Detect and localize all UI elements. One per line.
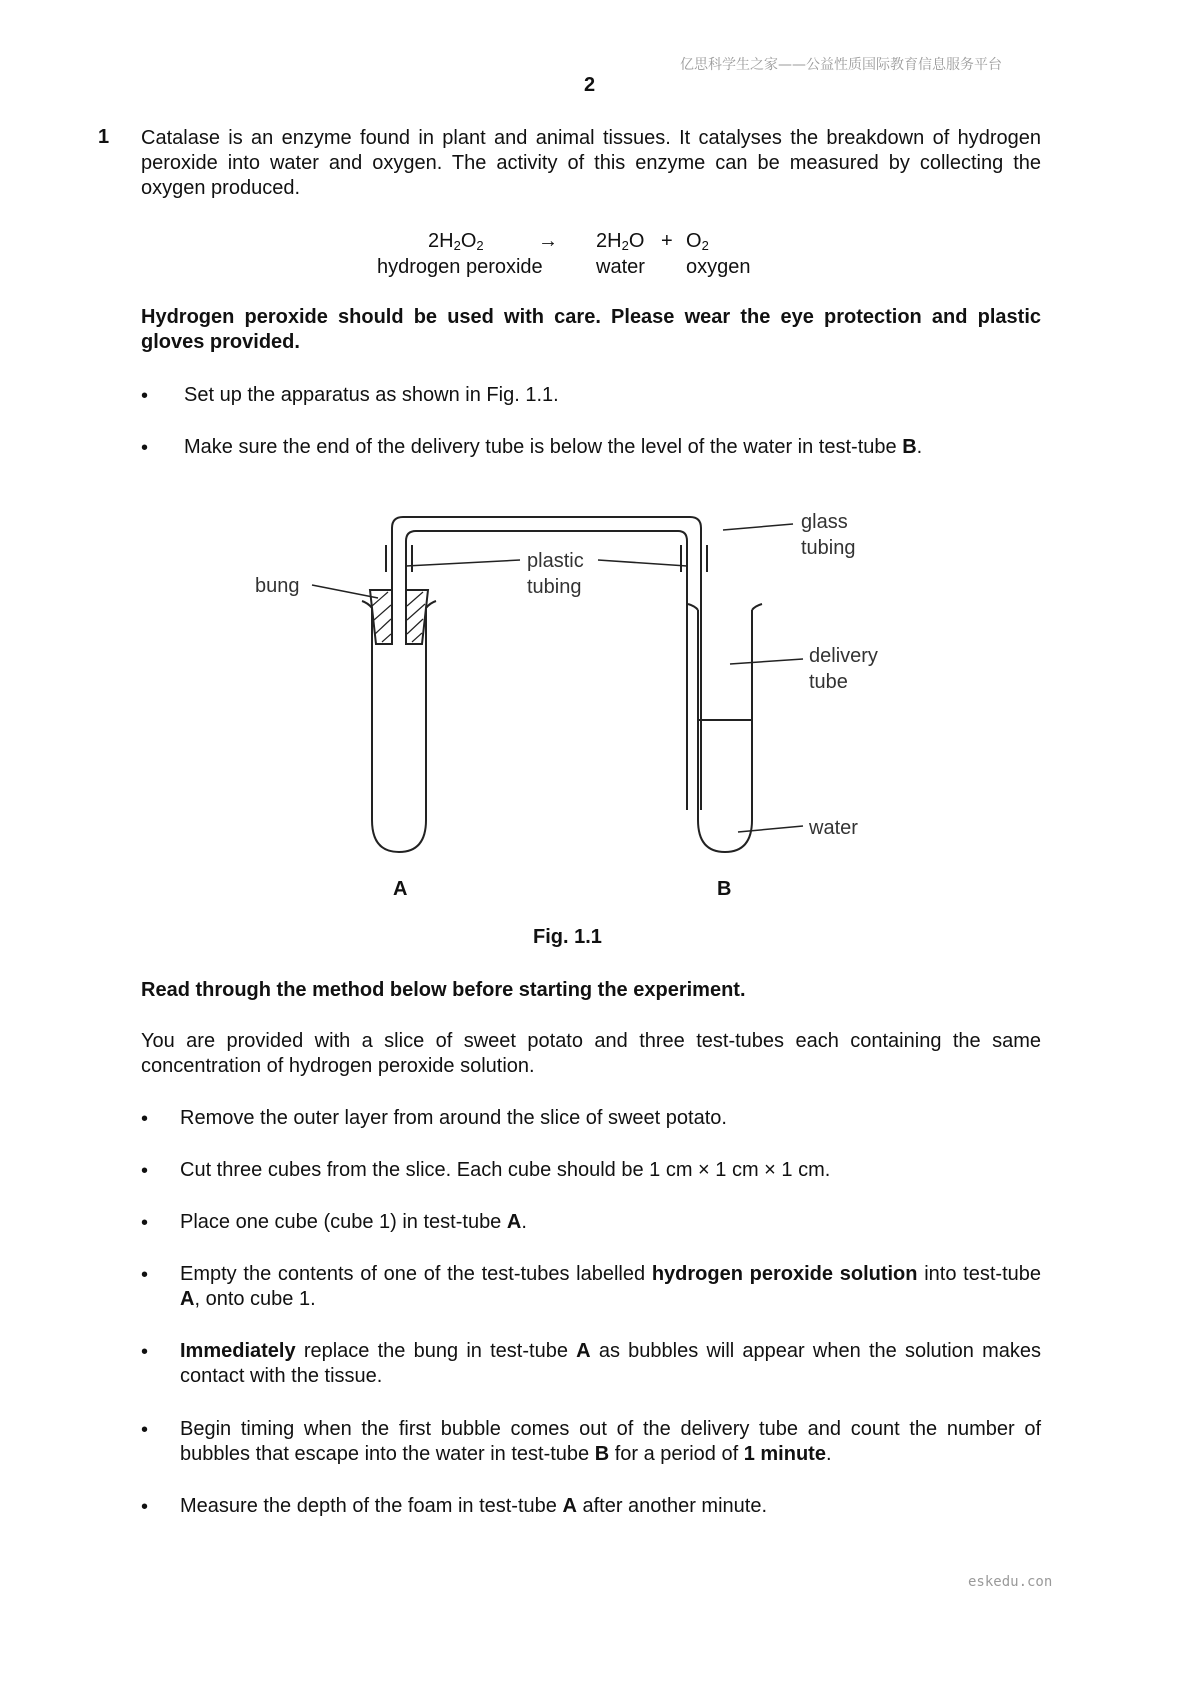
label-glass-tubing: glass tubing (801, 511, 856, 559)
method-step-2: Cut three cubes from the slice. Each cube should be 1 cm × 1 cm × 1 cm. (180, 1159, 831, 1181)
safety-warning: Hydrogen peroxide should be used with care. Please wear the eye protection and plastic gloves provided. (141, 306, 1041, 353)
method-step-6: Begin timing when the first bubble comes out of the delivery tube and count the number of bubbles that escape into the water in test-tube B for a period of 1 minute. (180, 1418, 1041, 1465)
label-plastic-tubing: plastic tubing (527, 550, 584, 598)
equation-name-water: water (596, 256, 645, 278)
equation-reactant: $2H_2O_2$ (428, 230, 484, 253)
materials-provided: You are provided with a slice of sweet potato and three test-tubes each containing the same concentration of hydrogen peroxide solution. (141, 1030, 1041, 1077)
figure-caption: Fig. 1.1 (533, 926, 602, 948)
page-number: 2 (584, 74, 596, 96)
label-tube-b: B (717, 878, 732, 900)
bullet-icon: • (141, 1341, 149, 1363)
method-step-1: Remove the outer layer from around the slice of sweet potato. (180, 1107, 727, 1129)
equation-name-oxygen: oxygen (686, 256, 751, 278)
glass-tubing-inner (406, 531, 687, 545)
question-number: 1 (98, 126, 110, 148)
bullet-icon: • (141, 1264, 149, 1286)
setup-bullet-2: Make sure the end of the delivery tube is below the level of the water in test-tube B. (184, 436, 923, 458)
bullet-icon: • (141, 1496, 149, 1518)
equation-product-water: $2H_2O$ (596, 230, 645, 253)
bullet-icon: • (141, 385, 149, 407)
bullet-icon: • (141, 1419, 149, 1441)
header-watermark: 亿思科学生之家——公益性质国际教育信息服务平台 (680, 57, 1002, 73)
method-step-7: Measure the depth of the foam in test-tube A after another minute. (180, 1495, 768, 1517)
label-delivery-tube: delivery tube (809, 645, 878, 693)
equation-arrow: → (538, 230, 558, 252)
equation-name-hydrogen-peroxide: hydrogen peroxide (377, 256, 543, 278)
method-step-5: Immediately replace the bung in test-tube A as bubbles will appear when the solution makes contact with the tissue. (180, 1340, 1042, 1387)
label-bung: bung (255, 575, 300, 597)
equation-plus: + (661, 230, 673, 252)
question-intro: Catalase is an enzyme found in plant and animal tissues. It catalyses the breakdown of hydrogen peroxide into water and oxygen. The activity of this enzyme can be measured by collecting the oxygen produced. (141, 127, 1041, 199)
method-step-3: Place one cube (cube 1) in test-tube A. (180, 1211, 527, 1233)
bullet-icon: • (141, 1160, 149, 1182)
footer-watermark: eskedu.con (968, 1574, 1053, 1590)
equation-product-oxygen: $O_2$ (686, 230, 709, 253)
read-method-instruction: Read through the method below before starting the experiment. (141, 979, 746, 1001)
setup-bullet-1: Set up the apparatus as shown in Fig. 1.1. (184, 384, 559, 406)
bullet-icon: • (141, 1212, 149, 1234)
label-tube-a: A (393, 878, 408, 900)
test-tube-b (698, 610, 752, 852)
bullet-icon: • (141, 437, 149, 459)
method-step-4: Empty the contents of one of the test-tubes labelled hydrogen peroxide solution into test-tube A, onto cube 1. (180, 1263, 1041, 1310)
label-water: water (809, 817, 858, 839)
bullet-icon: • (141, 1108, 149, 1130)
